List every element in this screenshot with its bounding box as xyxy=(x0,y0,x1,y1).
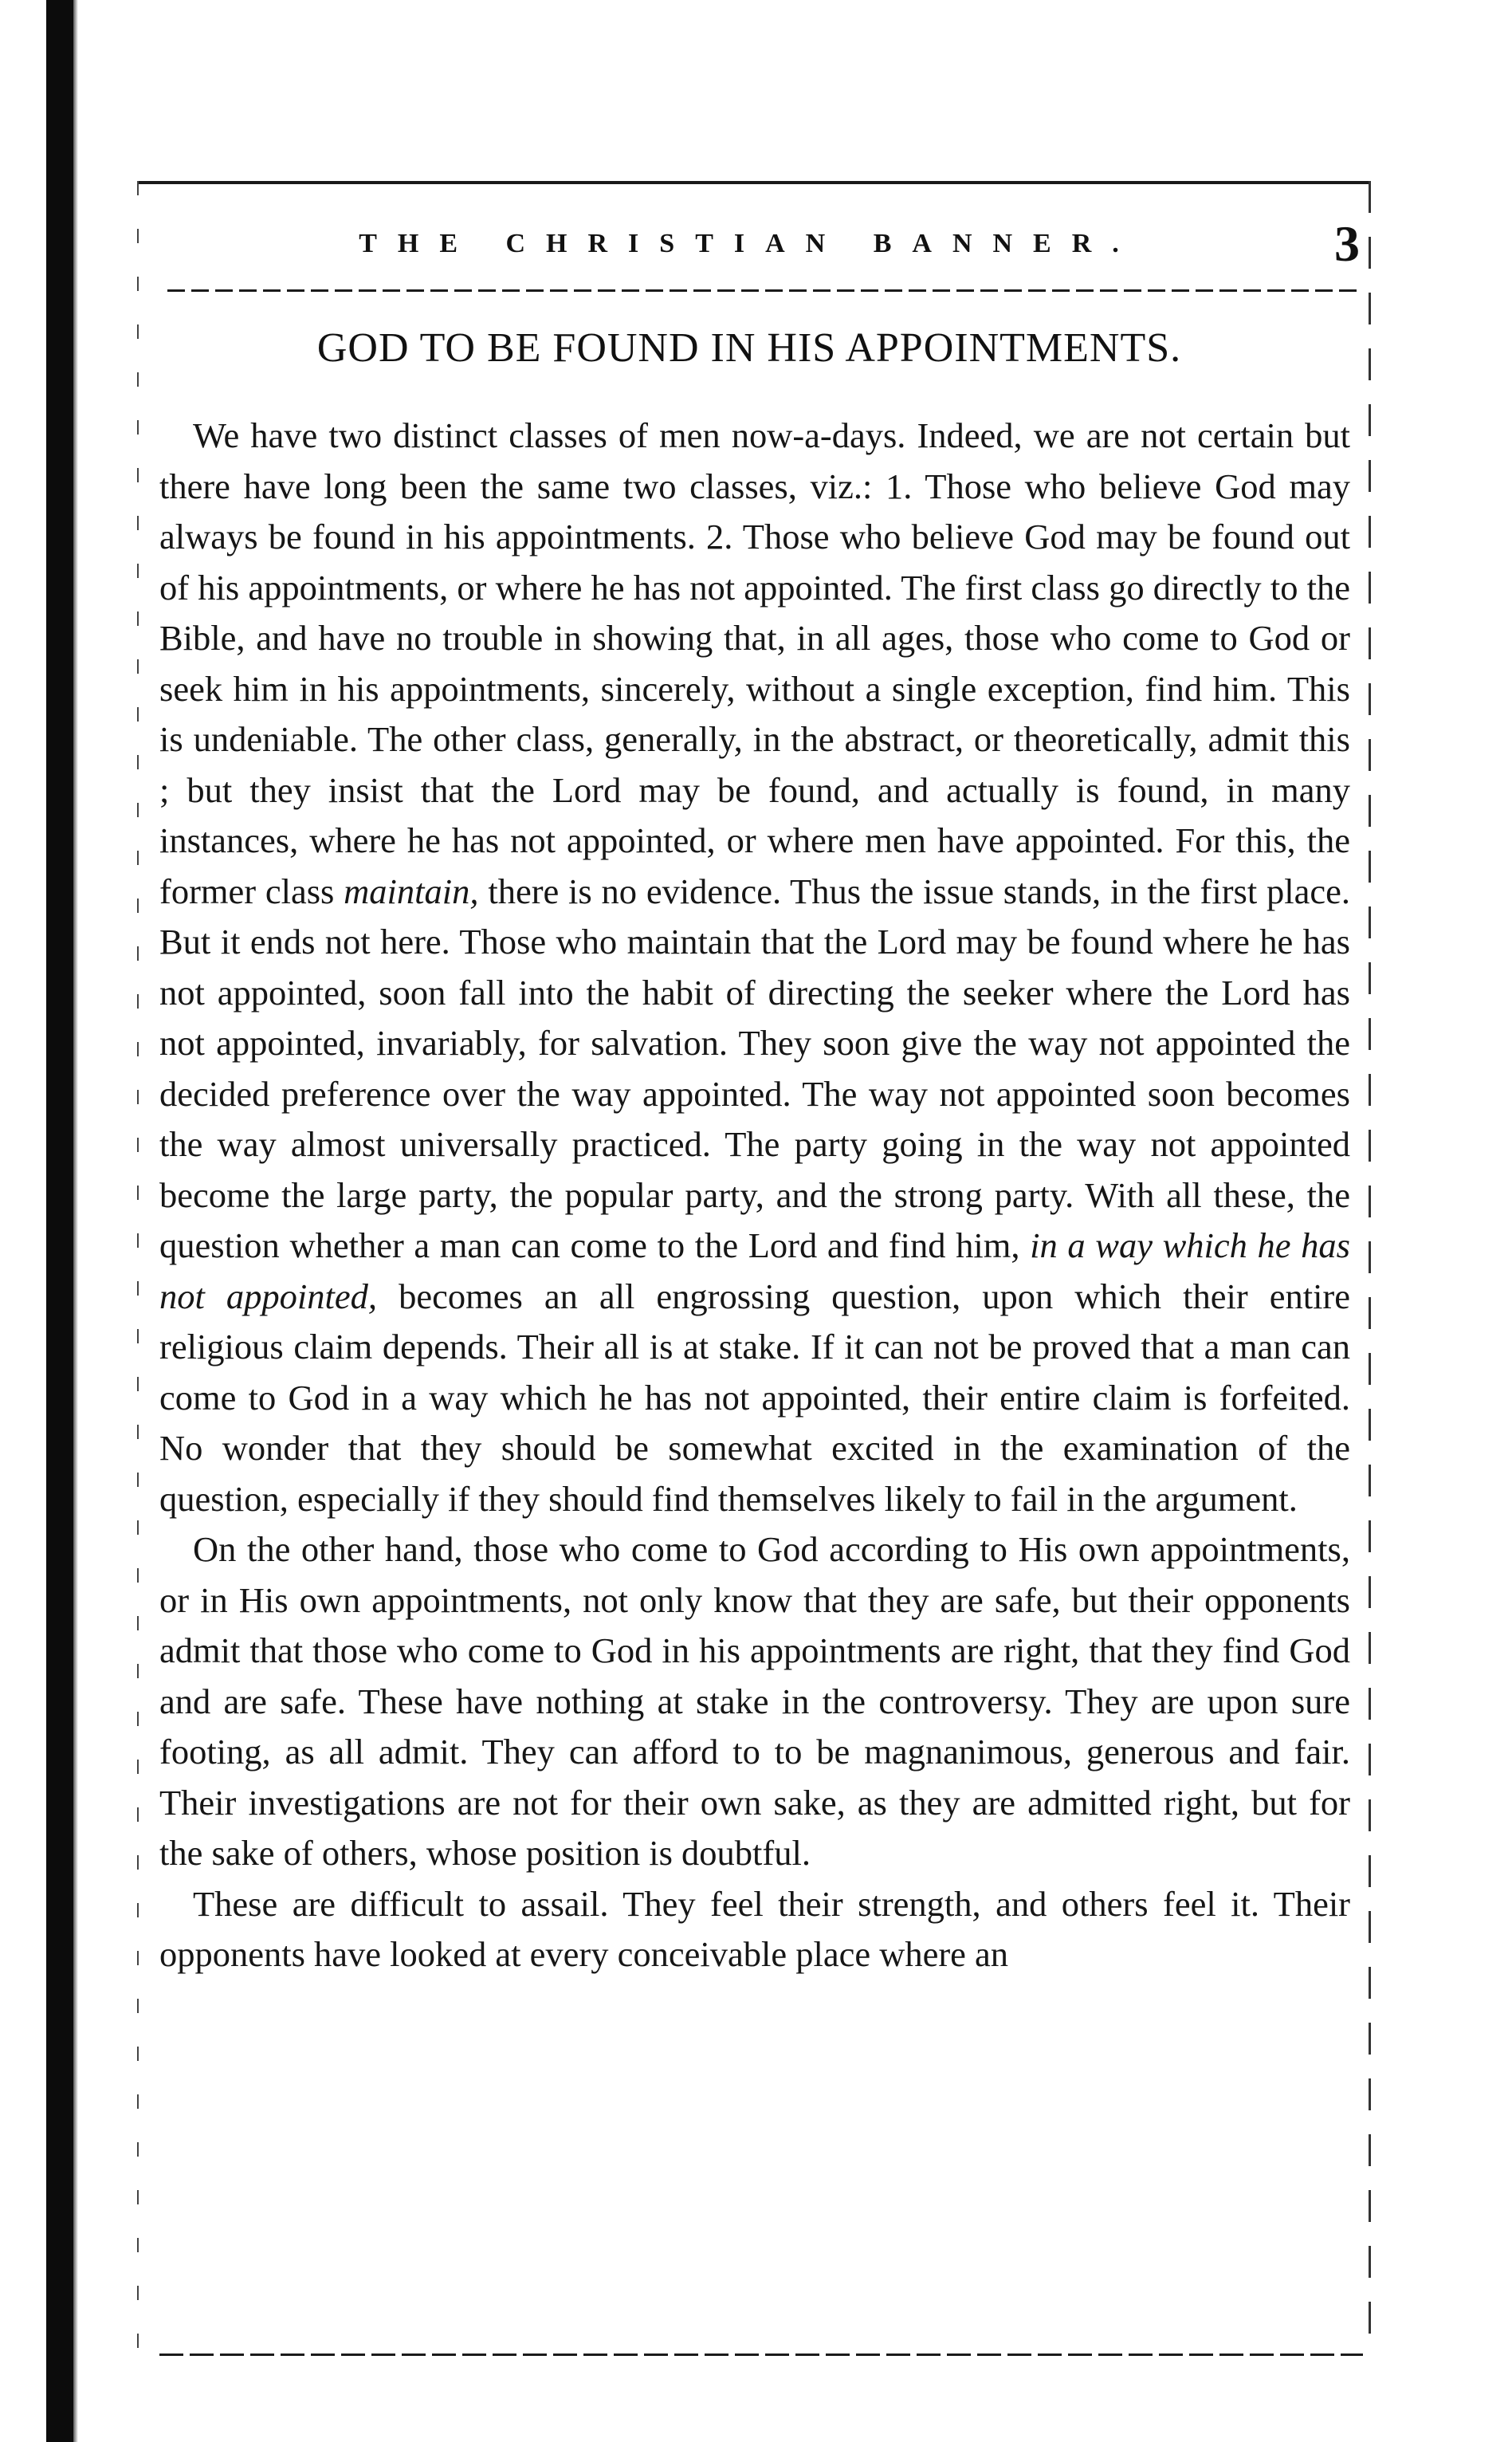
article-body xyxy=(159,411,1350,1980)
page-number: 3 xyxy=(1334,215,1360,272)
paragraph-text: We have two distinct classes of men now-a-days. Indeed, we are not certain but there have long been the same two classes, viz.: 1. Those who believe God may always be found in his appointments. 2. Those who believe God may be found out of his appointments, or where he has not appointed. The first class go directly to the Bible, and have no trouble in showing that, in all ages, those who come to God or seek him in his appointments, sincerely, without a single exception, find him. This is undeniable. The other class, generally, in the abstract, or theoretically, admit this ; but they insist that the Lord may be found, and actually is found, in many instances, where he has not appointed, or where men have appointed. For this, the former class xyxy=(159,415,1350,911)
paragraph xyxy=(159,411,1350,1524)
book-spine-shadow xyxy=(46,0,73,2442)
bottom-rule xyxy=(159,2354,1363,2356)
right-border-marks xyxy=(1369,181,1371,2356)
paragraph-text: there is no evidence. Thus the issue stands, in the first place. But it ends not here. Those who maintain that the Lord may be found where he has not appointed, soon fall into the habit of directing the seeker where the Lord has not appointed, invariably, for salvation. They soon give the way not appointed the decided preference over the way appointed. The way not appointed soon becomes the way almost universally practiced. The party going in the way not appointed become the large party, the popular party, and the strong party. With all these, the question whether a man can come to the Lord and find him, xyxy=(159,871,1351,1265)
top-rule xyxy=(137,181,1371,184)
paragraph-text: becomes an all engrossing question, upon which their entire religious claim depends. Their all is at stake. If it can not be proved that a man can come to God in a way which he has not appointed, their entire claim is forfeited. No wonder that they should be somewhat excited in the examination of the question, especially if they should find themselves likely to fail in the argument. xyxy=(159,1276,1350,1519)
running-head xyxy=(128,211,1371,275)
italic-phrase: in a way which he has not appointed, xyxy=(159,1225,1350,1316)
paragraph: On the other hand, those who come to God according to His own appointments, or in His own appointments, not only know that they are safe, but their opponents admit that those who come to God in his appointments are right, that they find God and are safe. These have nothing at stake in the controversy. They are upon sure footing, as all admit. They can afford to to be magnanimous, generous and fair. Their investigations are not for their own sake, as they are admitted right, but for the sake of others, whose position is doubtful. xyxy=(159,1529,1350,1873)
header-rule xyxy=(167,289,1363,292)
journal-title: THE CHRISTIAN BANNER. xyxy=(359,229,1140,258)
italic-word: maintain, xyxy=(344,871,479,911)
printed-page xyxy=(128,171,1371,2356)
article-title: GOD TO BE FOUND IN HIS APPOINTMENTS. xyxy=(316,325,1182,371)
left-border-marks xyxy=(137,181,139,2356)
spine-edge-gradient xyxy=(73,0,78,2442)
paragraph: These are difficult to assail. They feel their strength, and others feel it. Their opponents have looked at every conceivable place where an xyxy=(159,1883,1350,1974)
